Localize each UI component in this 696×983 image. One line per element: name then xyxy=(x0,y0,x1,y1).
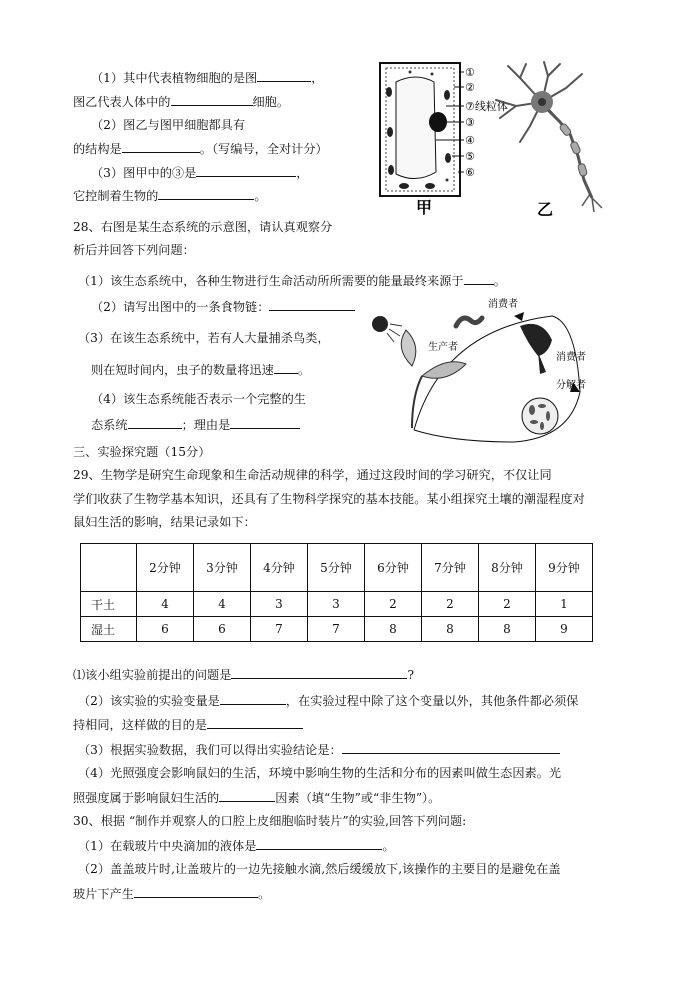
cell-label: ⑥ xyxy=(465,166,475,179)
decomposer-label: 分解者 xyxy=(556,380,586,391)
q30-sub2-cont: 玻片下产生 。 xyxy=(73,887,271,901)
consumer-label-2: 消费者 xyxy=(556,352,586,363)
q28-line6: 则在短时间内，虫子的数量将迅速 。 xyxy=(91,363,310,377)
figure-label-jia: 甲 xyxy=(416,198,433,217)
q29-sub4: （4）光照强度会影响鼠妇的生活，环境中影响生物的生活和分布的因素叫做生态因素。光 xyxy=(78,766,562,780)
answer-blank[interactable] xyxy=(342,741,560,754)
table-cell: 1 xyxy=(536,592,593,617)
answer-blank[interactable] xyxy=(256,837,382,850)
results-table xyxy=(80,543,593,642)
table-cell: 8 xyxy=(422,617,479,642)
cell-label: ② xyxy=(465,81,475,94)
table-cell: 7 xyxy=(251,617,308,642)
table-cell: 湿土 xyxy=(81,617,137,642)
answer-blank[interactable] xyxy=(220,692,286,705)
table-cell: 2分钟 xyxy=(137,544,194,592)
figure-label-yi: 乙 xyxy=(537,200,554,219)
table-cell: 8 xyxy=(479,617,536,642)
answer-blank[interactable] xyxy=(196,164,296,177)
q28-line2: 析后并回答下列问题： xyxy=(73,243,195,257)
cell-label: ⑤ xyxy=(465,150,475,163)
table-cell: 9分钟 xyxy=(536,544,593,592)
table-cell: 6分钟 xyxy=(365,544,422,592)
table-cell: 4 xyxy=(194,592,251,617)
answer-blank[interactable] xyxy=(464,272,494,285)
table-cell: 7分钟 xyxy=(422,544,479,592)
answer-blank[interactable] xyxy=(219,789,275,802)
table-cell: 3 xyxy=(308,592,365,617)
q28-line1: 28、右图是某生态系统的示意图，请认真观察分 xyxy=(73,220,333,234)
q29-sub1: ⑴该小组实验前提出的问题是 ? xyxy=(73,668,414,682)
q28-line5: （3）在该生态系统中，若有人大量捕杀鸟类， xyxy=(78,331,330,345)
answer-blank[interactable] xyxy=(274,361,298,374)
microbe-icon xyxy=(522,398,558,434)
answer-blank[interactable] xyxy=(269,298,355,311)
ecosystem-diagram xyxy=(370,296,600,444)
neuron-diagram xyxy=(490,60,606,220)
table-cell: 8 xyxy=(365,617,422,642)
q28-line7: （4）该生态系统能否表示一个完整的生 xyxy=(91,392,306,406)
table-row xyxy=(81,592,593,617)
cell-label: ① xyxy=(465,66,475,79)
section-heading: 三、实验探究题（15分） xyxy=(73,445,211,459)
q27-line3: （2）图乙与图甲细胞都具有 xyxy=(91,118,246,132)
answer-blank[interactable] xyxy=(207,716,303,729)
table-cell: 3分钟 xyxy=(194,544,251,592)
table-cell: 4分钟 xyxy=(251,544,308,592)
answer-blank[interactable] xyxy=(122,140,200,153)
answer-blank[interactable] xyxy=(231,666,407,679)
table-cell: 2 xyxy=(479,592,536,617)
q29-sub2-cont: 持相同，这样做的目的是 xyxy=(73,716,303,733)
cell-label: ④ xyxy=(465,134,475,147)
table-row xyxy=(81,617,593,642)
answer-blank[interactable] xyxy=(257,69,311,82)
q29-sub2: （2）该实验的实验变量是 ，在实验过程中除了这个变量以外，其他条件都必须保 xyxy=(78,694,579,708)
q27-line5: （3）图甲中的③是 ， xyxy=(91,166,309,180)
sun-icon xyxy=(372,316,388,332)
q27-line1: （1）其中代表植物细胞的是图 ， xyxy=(91,71,324,85)
q29-line1: 29、生物学是研究生命现象和生命活动规律的科学，通过这段时间的学习研究，不仅让同 xyxy=(73,468,552,482)
q27-line2: 图乙代表人体中的 细胞。 xyxy=(73,95,290,109)
q29-sub4-cont: 照强度属于影响鼠妇生活的 因素（填“生物”或“非生物”）。 xyxy=(73,791,441,805)
table-cell: 2 xyxy=(365,592,422,617)
q29-line2: 学们收获了生物学基本知识，还具有了生物科学探究的基本技能。某小组探究土壤的潮湿程度对 xyxy=(73,492,585,506)
caterpillar-icon xyxy=(456,318,482,326)
table-cell: 7 xyxy=(308,617,365,642)
q27-line4: 的结构是 。（写编号，全对计分） xyxy=(73,142,328,156)
cell-label: ③ xyxy=(465,116,475,129)
table-cell: 8分钟 xyxy=(479,544,536,592)
producer-label: 生产者 xyxy=(428,342,458,353)
q27-line6: 它控制着生物的 。 xyxy=(73,189,267,203)
table-cell: 6 xyxy=(194,617,251,642)
q30-line1: 30、根据 “制作并观察人的口腔上皮细胞临时装片”的实验,回答下列问题: xyxy=(73,814,467,828)
q28-line3: （1）该生态系统中，各种生物进行生命活动所所需要的能量最终来源于 。 xyxy=(78,274,506,288)
q29-sub3: （3）根据实验数据，我们可以得出实验结论是： xyxy=(78,741,560,758)
q28-line4: （2）请写出图中的一条食物链： xyxy=(91,298,355,315)
table-cell xyxy=(81,544,137,592)
table-cell: 3 xyxy=(251,592,308,617)
q30-sub1: （1）在载玻片中央滴加的液体是 。 xyxy=(78,839,395,853)
table-cell: 2 xyxy=(422,592,479,617)
answer-blank[interactable] xyxy=(158,187,254,200)
q30-sub2: （2）盖盖玻片时,让盖玻片的一边先接触水滴,然后缓缓放下,该操作的主要目的是避免在盖 xyxy=(78,862,561,876)
answer-blank[interactable] xyxy=(230,416,300,429)
table-header-row xyxy=(81,544,593,592)
answer-blank[interactable] xyxy=(171,93,253,106)
table-cell: 4 xyxy=(137,592,194,617)
table-cell: 干土 xyxy=(81,592,137,617)
table-cell: 5分钟 xyxy=(308,544,365,592)
q29-line3: 鼠妇生活的影响，结果记录如下： xyxy=(73,515,256,529)
cell-label: ⑦线粒体 xyxy=(465,100,508,113)
q28-line8: 态系统 ；理由是 xyxy=(91,416,300,433)
consumer-label-1: 消费者 xyxy=(488,299,518,310)
answer-blank[interactable] xyxy=(128,416,182,429)
table-cell: 6 xyxy=(137,617,194,642)
answer-blank[interactable] xyxy=(134,885,258,898)
bird-icon xyxy=(520,324,552,374)
table-cell: 9 xyxy=(536,617,593,642)
